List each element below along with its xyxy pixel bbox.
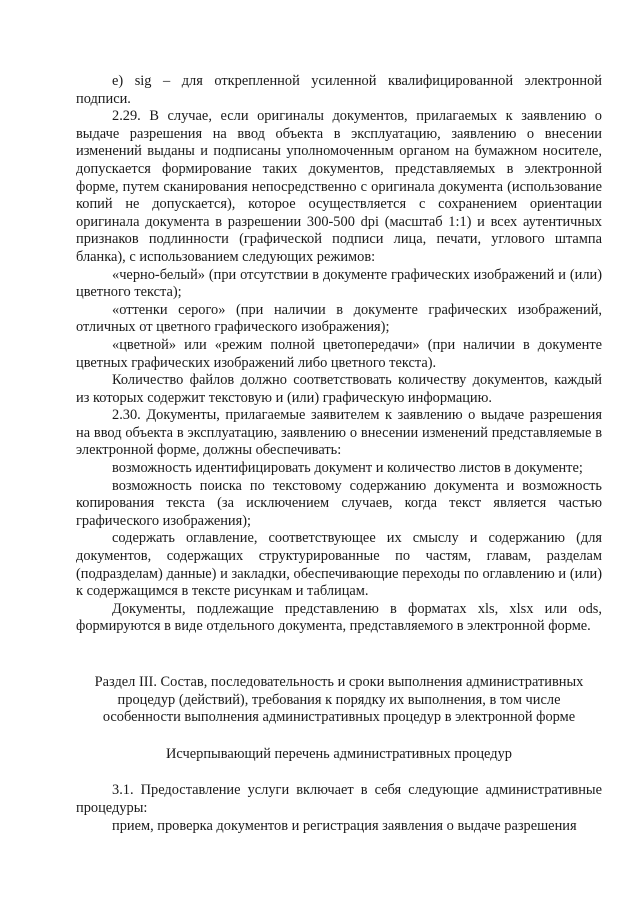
paragraph-formats: Документы, подлежащие представлению в форматах xls, xlsx или ods, формируются в виде отдельного документа, представляемого в электронной форме.	[76, 600, 602, 635]
paragraph-2-30: 2.30. Документы, прилагаемые заявителем к заявлению о выдаче разрешения на ввод объекта в эксплуатацию, заявлению о внесении изменений представляемые в электронной форме, должны обеспечивать:	[76, 407, 602, 459]
subsection-title: Исчерпывающий перечень административных процедур	[166, 745, 512, 762]
paragraph-item-e-sig: е) sig – для открепленной усиленной квалифицированной электронной подписи.	[76, 73, 602, 107]
paragraph-toc: содержать оглавление, соответствующее их смыслу и содержанию (для документов, содержащих структурированные по частям, главам, разделам (подразделам) данные) и закладки, обеспечивающие переходы по оглавлению и (или) к содержащимся в тексте рисункам и таблицам.	[76, 530, 602, 600]
paragraph-mode-color: «цветной» или «режим полной цветопередачи» (при наличии в документе цветных графических изображений либо цветного текста).	[76, 336, 602, 371]
paragraph-procedure-1: прием, проверка документов и регистрация заявления о выдаче разрешения	[112, 817, 577, 834]
paragraph-mode-bw: «черно-белый» (при отсутствии в документе графических изображений и (или) цветного текста);	[76, 266, 602, 301]
paragraph-3-1: 3.1. Предоставление услуги включает в себя следующие административные процедуры:	[76, 782, 602, 816]
document-body	[76, 73, 602, 835]
section-title: Раздел III. Состав, последовательность и сроки выполнения административных процедур (действий), требования к порядку их выполнения, в том числе особенности выполнения административных процедур в электронной форме	[94, 674, 584, 726]
paragraph-search: возможность поиска по текстовому содержанию документа и возможность копирования текста (за исключением случаев, когда текст является частью графического изображения);	[76, 477, 602, 529]
paragraph-mode-grayscale: «оттенки серого» (при наличии в документе графических изображений, отличных от цветного графического изображения);	[76, 301, 602, 336]
paragraph-2-29: 2.29. В случае, если оригиналы документов, прилагаемых к заявлению о выдаче разрешения на ввод объекта в эксплуатацию, заявлению о внесении изменений выданы и подписаны уполномоченным органом на бумажном носителе, допускается формирование таких документов, представляемых в электронной форме, путем сканирования непосредственно с оригинала документа (использование копий не допускается), которое осуществляется с сохранением ориентации оригинала документа в разрешении 300-500 dpi (масштаб 1:1) и всех аутентичных признаков подлинности (графической подписи лица, печати, углового штампа бланка), с использованием следующих режимов:	[76, 108, 602, 265]
paragraph-identify: возможность идентифицировать документ и количество листов в документе;	[112, 460, 583, 477]
paragraph-file-count: Количество файлов должно соответствовать количеству документов, каждый из которых содержит текстовую и (или) графическую информацию.	[76, 372, 602, 406]
